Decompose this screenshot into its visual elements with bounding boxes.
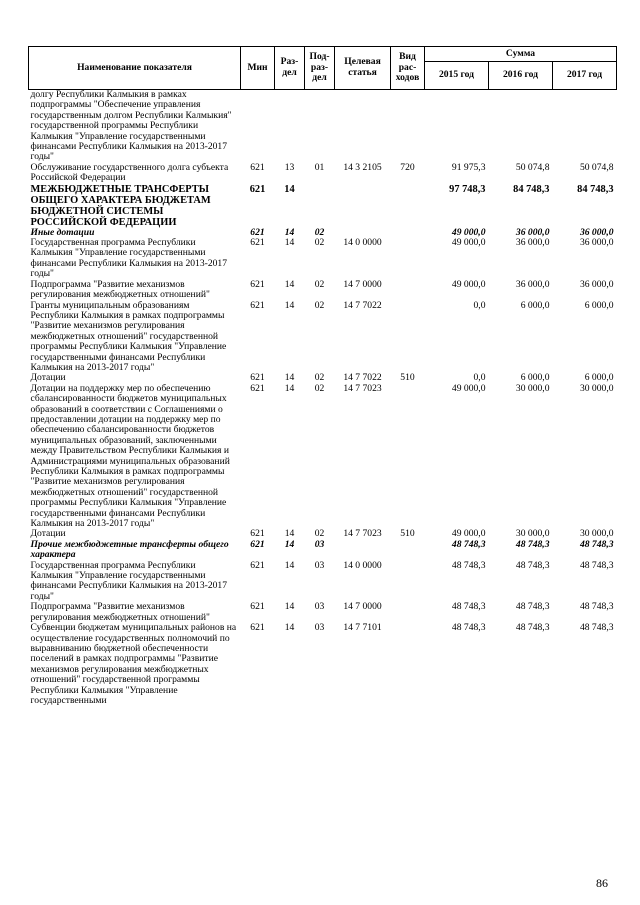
row-expense-type-cell	[391, 561, 425, 603]
row-sum-2016-cell: 48 748,3	[515, 559, 550, 571]
row-target-article-cell: 14 3 2105	[343, 161, 382, 173]
row-razdel-cell: 14	[284, 183, 295, 195]
row-sum-2017-cell	[553, 90, 617, 163]
row-expense-type-cell: 720	[400, 161, 415, 173]
row-sum-2015-cell: 48 748,3	[451, 622, 486, 634]
row-min-cell: 621	[250, 622, 265, 634]
row-min-cell: 621	[250, 237, 265, 249]
row-podrazdel-cell: 02	[314, 382, 325, 394]
row-razdel-cell: 13	[284, 161, 295, 173]
table-row	[29, 90, 617, 163]
header-year-2017: 2017 год	[553, 62, 617, 90]
row-expense-type-cell	[391, 280, 425, 301]
row-podrazdel-cell	[305, 184, 335, 228]
row-sum-2015-cell: 48 748,3	[451, 538, 486, 550]
row-min-cell: 621	[250, 528, 265, 540]
header-name: Наименование показателя	[29, 47, 241, 90]
budget-table	[28, 46, 617, 706]
row-podrazdel-cell	[305, 90, 335, 163]
table-body	[29, 90, 617, 707]
row-podrazdel-cell: 03	[314, 559, 325, 571]
row-sum-2017-cell: 36 000,0	[579, 237, 614, 249]
row-sum-2015-cell: 48 748,3	[451, 559, 486, 571]
row-name-cell: Дотации на поддержку мер по обеспечению сбалансированности бюджетов муниципальных образований в соответствии с Соглашениями о предоставлении дотации на поддержку мер по обеспечению сбалансированности бюджетов муниципальных образований, заключенными между Правительством Республики Калмыкия и Администрациями муниципальных образований Республики Калмыкия в рамках подпрограммы "Развитие механизмов регулирования межбюджетных отношений" государственной программы Республики Калмыкия "Управление государственными финансами Республики Калмыкия на 2013-2017 годы"	[30, 382, 230, 530]
row-podrazdel-cell: 03	[314, 622, 325, 634]
row-min-cell	[241, 90, 275, 163]
row-podrazdel-cell: 03	[314, 601, 325, 613]
row-podrazdel-cell: 02	[314, 299, 325, 311]
row-sum-2015-cell: 97 748,3	[449, 183, 486, 195]
table-row	[29, 384, 617, 530]
row-name-cell: Дотации	[30, 372, 66, 384]
budget-table-sheet	[28, 46, 616, 706]
table-header	[29, 47, 617, 90]
row-target-article-cell: 14 0 0000	[343, 237, 382, 249]
row-target-article-cell: 14 0 0000	[343, 559, 382, 571]
row-target-article-cell	[335, 540, 391, 561]
row-razdel-cell: 14	[284, 372, 295, 384]
row-sum-2015-cell	[425, 90, 489, 163]
row-name-cell: Подпрограмма "Развитие механизмов регулирования межбюджетных отношений"	[30, 601, 210, 623]
row-sum-2017-cell: 48 748,3	[579, 601, 614, 613]
row-target-article-cell	[335, 90, 391, 163]
row-name-cell: Государственная программа Республики Калмыкия "Управление государственными финансами Республики Калмыкия на 2013-2017 годы"	[30, 559, 228, 602]
row-razdel-cell: 14	[284, 237, 295, 249]
row-name-cell: Подпрограмма "Развитие механизмов регулирования межбюджетных отношений"	[30, 278, 210, 301]
row-sum-2015-cell: 48 748,3	[451, 601, 486, 613]
row-sum-2017-cell: 30 000,0	[579, 528, 614, 540]
row-min-cell: 621	[250, 299, 265, 311]
row-min-cell: 621	[250, 278, 265, 290]
row-target-article-cell: 14 7 0000	[343, 601, 382, 613]
header-year-2016: 2016 год	[489, 62, 553, 90]
row-target-article-cell: 14 7 7022	[343, 299, 382, 311]
header-sum: Сумма	[425, 47, 617, 62]
row-sum-2015-cell: 49 000,0	[451, 226, 486, 238]
table-row	[29, 163, 617, 184]
row-expense-type-cell	[391, 540, 425, 561]
row-target-article-cell: 14 7 7101	[343, 622, 382, 634]
row-sum-2015-cell: 49 000,0	[451, 237, 486, 249]
row-sum-2016-cell: 30 000,0	[515, 382, 550, 394]
header-year-2015: 2015 год	[425, 62, 489, 90]
row-expense-type-cell	[391, 184, 425, 228]
row-min-cell: 621	[250, 372, 265, 384]
table-row	[29, 184, 617, 228]
row-podrazdel-cell: 01	[314, 161, 325, 173]
row-min-cell: 621	[250, 382, 265, 394]
row-sum-2016-cell: 6 000,0	[520, 299, 550, 311]
row-sum-2016-cell: 36 000,0	[515, 237, 550, 249]
row-expense-type-cell	[391, 602, 425, 623]
row-sum-2017-cell: 48 748,3	[579, 559, 614, 571]
row-sum-2017-cell: 48 748,3	[579, 622, 614, 634]
row-sum-2015-cell: 49 000,0	[451, 278, 486, 290]
row-sum-2015-cell: 91 975,3	[451, 161, 486, 173]
row-sum-2016-cell: 30 000,0	[515, 528, 550, 540]
row-razdel-cell: 14	[284, 601, 295, 613]
row-sum-2016-cell: 48 748,3	[515, 601, 550, 613]
row-podrazdel-cell: 02	[314, 226, 325, 238]
row-razdel-cell: 14	[284, 278, 295, 290]
header-podrazdel: Под- раз- дел	[305, 47, 335, 90]
row-razdel-cell: 14	[284, 226, 295, 238]
row-podrazdel-cell: 02	[314, 528, 325, 540]
row-name-cell: МЕЖБЮДЖЕТНЫЕ ТРАНСФЕРТЫ ОБЩЕГО ХАРАКТЕРА БЮДЖЕТАМ БЮДЖЕТНОЙ СИСТЕМЫ РОССИЙСКОЙ ФЕДЕРАЦИИ	[30, 183, 211, 228]
row-razdel-cell: 14	[284, 382, 295, 394]
row-name-cell: долгу Республики Калмыкия в рамках подпрограммы "Обеспечение управления государственным долгом Республики Калмыкия" государственной программы Республики Калмыкия "Управление государственными финансами Республики Калмыкия на 2013-2017 годы"	[29, 90, 241, 163]
row-expense-type-cell	[391, 623, 425, 706]
table-row	[29, 623, 617, 706]
row-expense-type-cell	[391, 238, 425, 280]
row-sum-2017-cell: 50 074,8	[579, 161, 614, 173]
table-row	[29, 238, 617, 280]
row-target-article-cell: 14 7 0000	[343, 278, 382, 290]
table-row	[29, 280, 617, 301]
row-expense-type-cell	[391, 90, 425, 163]
row-expense-type-cell	[391, 384, 425, 530]
row-name-cell: Прочие межбюджетные трансферты общего характера	[30, 538, 229, 561]
row-name-cell: Обслуживание государственного долга субъекта Российской Федерации	[30, 161, 229, 184]
row-expense-type-cell: 510	[400, 528, 415, 540]
row-razdel-cell: 14	[284, 299, 295, 311]
row-target-article-cell	[335, 184, 391, 228]
row-min-cell: 621	[250, 538, 265, 550]
row-min-cell: 621	[249, 183, 266, 195]
table-row	[29, 540, 617, 561]
row-target-article-cell: 14 7 7023	[343, 528, 382, 540]
row-sum-2017-cell: 84 748,3	[577, 183, 614, 195]
row-sum-2017-cell: 30 000,0	[579, 382, 614, 394]
row-sum-2015-cell: 49 000,0	[451, 528, 486, 540]
row-sum-2016-cell: 50 074,8	[515, 161, 550, 173]
row-sum-2017-cell: 36 000,0	[579, 226, 614, 238]
row-sum-2017-cell: 48 748,3	[579, 538, 614, 550]
row-sum-2017-cell: 36 000,0	[579, 278, 614, 290]
row-razdel-cell: 14	[284, 559, 295, 571]
row-target-article-cell: 14 7 7023	[343, 382, 382, 394]
row-podrazdel-cell: 02	[314, 278, 325, 290]
row-sum-2016-cell: 36 000,0	[515, 226, 550, 238]
row-sum-2016-cell: 84 748,3	[513, 183, 550, 195]
row-min-cell: 621	[250, 226, 265, 238]
header-expense-type: Вид рас- ходов	[391, 47, 425, 90]
header-target-article: Целевая статья	[335, 47, 391, 90]
row-razdel-cell	[275, 90, 305, 163]
row-razdel-cell: 14	[284, 622, 295, 634]
row-sum-2016-cell: 6 000,0	[520, 372, 550, 384]
row-sum-2017-cell: 6 000,0	[584, 299, 614, 311]
row-expense-type-cell: 510	[400, 372, 415, 384]
row-sum-2015-cell: 0,0	[473, 299, 486, 311]
row-min-cell: 621	[250, 559, 265, 571]
header-razdel: Раз- дел	[275, 47, 305, 90]
row-expense-type-cell	[391, 301, 425, 374]
row-sum-2017-cell: 6 000,0	[584, 372, 614, 384]
row-name-cell: Государственная программа Республики Калмыкия "Управление государственными финансами Республики Калмыкия на 2013-2017 годы"	[30, 237, 228, 280]
table-row	[29, 301, 617, 374]
row-name-cell: Гранты муниципальным образованиям Республики Калмыкия в рамках подпрограммы "Развитие механизмов регулирования межбюджетных отношений" государственной программы Республики Калмыкия "Управление государственными финансами Республики Калмыкия на 2013-2017 годы"	[30, 299, 227, 373]
row-min-cell: 621	[250, 601, 265, 613]
row-sum-2015-cell: 49 000,0	[451, 382, 486, 394]
row-podrazdel-cell: 02	[314, 372, 325, 384]
row-sum-2015-cell: 0,0	[473, 372, 486, 384]
table-row	[29, 561, 617, 603]
row-name-cell: Субвенции бюджетам муниципальных районов на осуществление государственных полномочий по выравниванию бюджетной обеспеченности поселений в рамках подпрограммы "Развитие механизмов регулирования межбюджетных отношений" государственной программы Республики Калмыкия "Управление государственными	[30, 622, 237, 706]
page-number: 86	[596, 876, 608, 890]
row-min-cell: 621	[250, 161, 265, 173]
row-podrazdel-cell: 02	[314, 237, 325, 249]
row-name-cell: Дотации	[30, 528, 66, 540]
row-razdel-cell: 14	[284, 538, 295, 550]
row-sum-2016-cell: 48 748,3	[515, 538, 550, 550]
header-min: Мин	[241, 47, 275, 90]
row-sum-2016-cell: 48 748,3	[515, 622, 550, 634]
row-sum-2016-cell: 36 000,0	[515, 278, 550, 290]
row-razdel-cell: 14	[284, 528, 295, 540]
table-row	[29, 602, 617, 623]
row-sum-2016-cell	[489, 90, 553, 163]
row-target-article-cell: 14 7 7022	[343, 372, 382, 384]
row-podrazdel-cell: 03	[314, 538, 325, 550]
row-name-cell: Иные дотации	[30, 226, 95, 238]
row-expense-type-cell	[391, 228, 425, 238]
